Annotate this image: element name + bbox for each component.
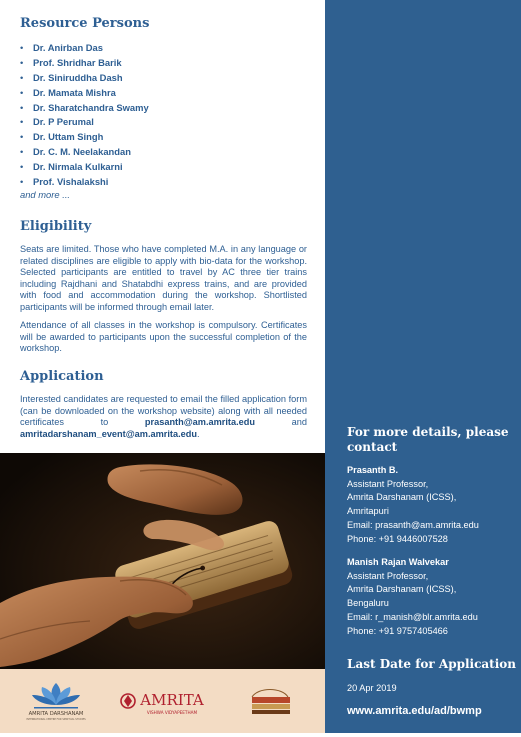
bullet-icon: • xyxy=(20,131,24,143)
contact2-place: Bengaluru xyxy=(347,598,389,609)
amrita-darshanam-logo xyxy=(26,683,86,721)
manuscript-emblem-logo xyxy=(252,690,290,715)
right-column xyxy=(325,0,521,733)
resource-person-item xyxy=(20,115,310,130)
resource-person-name: Dr. Nirmala Kulkarni xyxy=(33,161,123,173)
bullet-icon: • xyxy=(20,56,24,68)
bullet-icon: • xyxy=(20,146,24,158)
resource-person-item xyxy=(20,160,310,175)
logo2-name: AMRITA xyxy=(140,691,204,709)
contact2-org: Amrita Darshanam (ICSS), xyxy=(347,584,457,595)
resource-person-item xyxy=(20,41,310,56)
application-and: and xyxy=(254,417,307,428)
resource-persons-heading: Resource Persons xyxy=(20,16,150,31)
contact1-email[interactable]: Email: prasanth@am.amrita.edu xyxy=(347,519,479,530)
resource-person-name: Dr. C. M. Neelakandan xyxy=(33,146,131,158)
application-email-1[interactable]: prasanth@am.amrita.edu xyxy=(144,417,255,428)
resource-person-name: Dr. Siniruddha Dash xyxy=(33,71,123,83)
eligibility-paragraph-2: Attendance of all classes in the workshop is compulsory. Certificates will be awarded to participants upon the successful completion of the workshop. xyxy=(20,320,307,354)
application-heading: Application xyxy=(20,369,104,384)
resource-person-item xyxy=(20,130,310,145)
manuscript-photo xyxy=(0,453,325,669)
application-end: . xyxy=(196,428,200,439)
eligibility-paragraph-1: Seats are limited. Those who have completed M.A. in any language or related disciplines are eligible to apply with bio-data for the workshop. Selected participants are entitled to travel by AC three tier trains including Rajdhani and Shatabdhi express trains, and are provided with food and accommodation during the workshop. Shortlisted participants will be informed through email later. xyxy=(20,244,307,312)
contact1-place: Amritapuri xyxy=(347,506,389,517)
application-paragraph xyxy=(20,394,307,440)
contact-title: For more details, please contact xyxy=(347,425,509,454)
resource-persons-list xyxy=(20,41,310,190)
resource-person-item xyxy=(20,71,310,86)
bullet-icon: • xyxy=(20,176,24,188)
bullet-icon: • xyxy=(20,86,24,98)
contact2-role: Assistant Professor, xyxy=(347,570,429,581)
eligibility-heading: Eligibility xyxy=(20,219,92,234)
contact-person-2 xyxy=(347,556,517,638)
contact2-name: Manish Rajan Walvekar xyxy=(347,557,449,567)
contact1-name: Prasanth B. xyxy=(347,465,399,475)
application-text: Interested candidates are requested to email the filled application form (can be downloaded on the workshop website) along with all needed certificates to xyxy=(20,394,307,428)
amrita-vishwa-vidyapeetham-logo xyxy=(121,691,204,715)
logo1-sub: INTERNATIONAL CENTRE FOR SPIRITUAL STUDIES xyxy=(26,718,86,721)
last-date-value: 20 Apr 2019 xyxy=(347,683,397,693)
contact1-phone: Phone: +91 9446007528 xyxy=(347,533,448,544)
resource-person-item xyxy=(20,145,310,160)
last-date-title: Last Date for Application xyxy=(347,657,517,671)
resource-person-item xyxy=(20,175,310,190)
resource-person-name: Dr. Anirban Das xyxy=(33,42,103,53)
and-more-text: and more ... xyxy=(20,189,71,200)
website-link[interactable]: www.amrita.edu/ad/bwmp xyxy=(347,705,482,717)
resource-person-item xyxy=(20,56,310,71)
resource-person-item xyxy=(20,86,310,101)
resource-person-name: Dr. Uttam Singh xyxy=(33,131,104,143)
logo1-name: AMRITA DARSHANAM xyxy=(28,711,84,717)
resource-person-name: Prof. Shridhar Barik xyxy=(33,56,122,68)
bullet-icon: • xyxy=(20,71,24,83)
contact1-org: Amrita Darshanam (ICSS), xyxy=(347,492,457,503)
bullet-icon: • xyxy=(20,101,24,113)
resource-person-name: Prof. Vishalakshi xyxy=(33,176,109,188)
logo2-sub: VISHWA VIDYAPEETHAM xyxy=(146,710,198,715)
contact2-phone: Phone: +91 9757405466 xyxy=(347,625,448,636)
logos-band xyxy=(0,669,325,733)
resource-person-name: Dr. Sharatchandra Swamy xyxy=(33,101,149,113)
contact1-role: Assistant Professor, xyxy=(347,478,429,489)
contact-person-1 xyxy=(347,464,517,546)
bullet-icon: • xyxy=(20,116,24,128)
resource-person-item xyxy=(20,101,310,116)
resource-person-name: Dr. P Perumal xyxy=(33,116,94,128)
bullet-icon: • xyxy=(20,161,24,173)
resource-person-name: Dr. Mamata Mishra xyxy=(33,86,116,98)
bullet-icon: • xyxy=(20,42,24,53)
application-email-2[interactable]: amritadarshanam_event@am.amrita.edu xyxy=(20,428,197,439)
contact2-email[interactable]: Email: r_manish@blr.amrita.edu xyxy=(347,611,478,622)
